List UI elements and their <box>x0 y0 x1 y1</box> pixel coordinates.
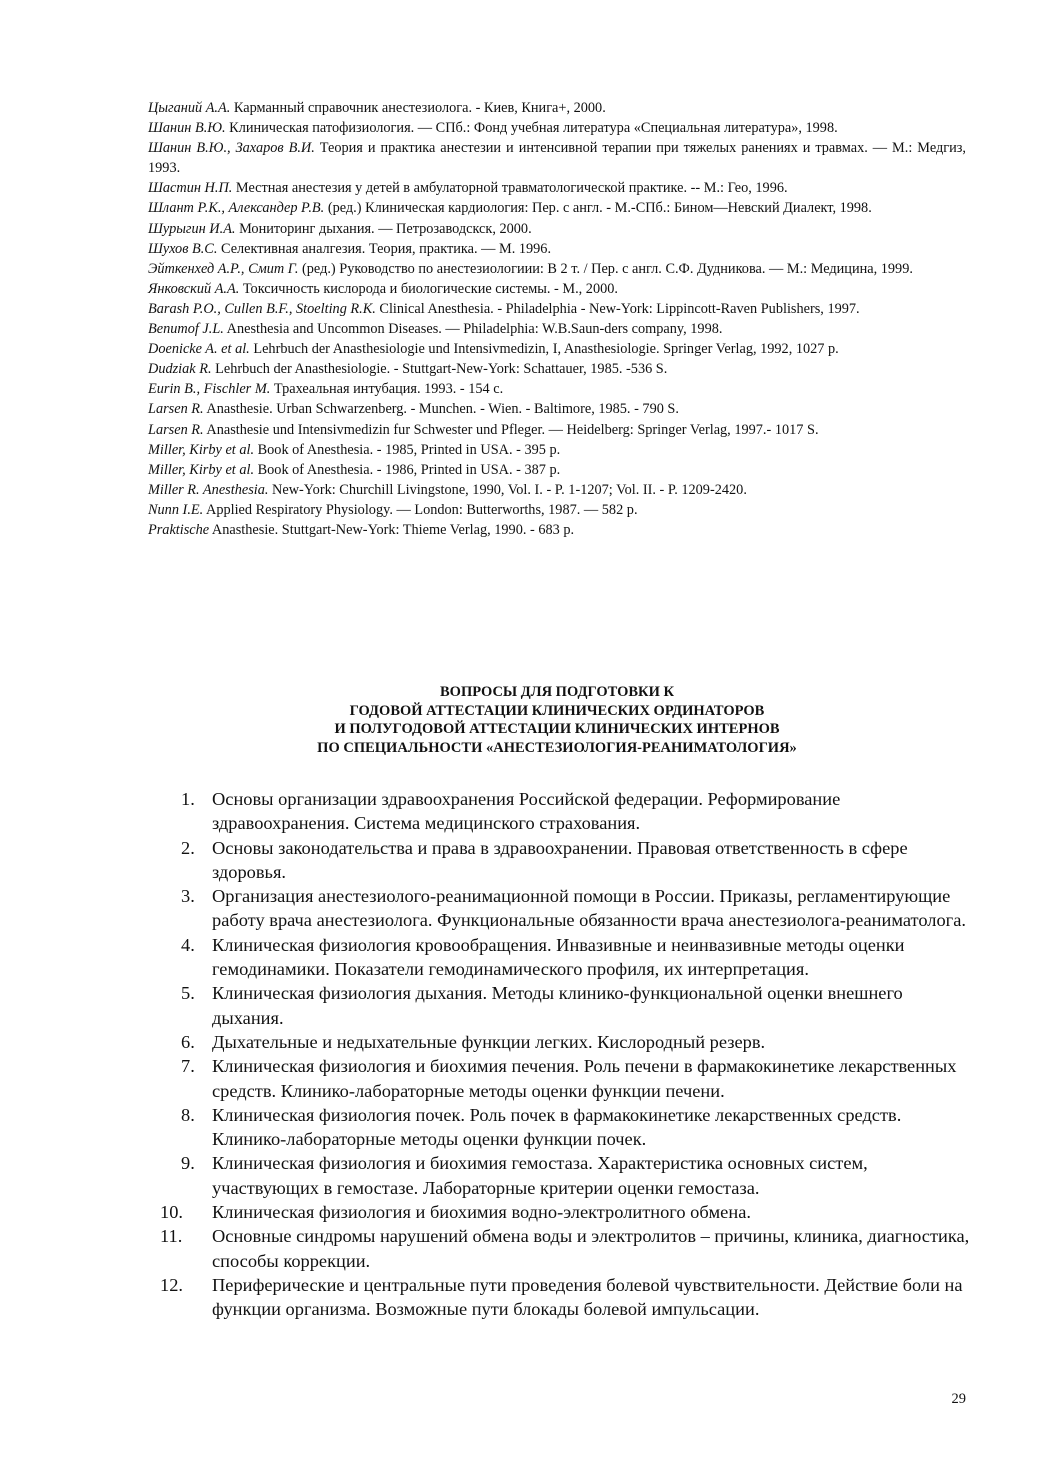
reference-text: Lehrbuch der Anasthesiologie und Intensivmedizin, I, Anasthesiologie. Springer Verlag, 1992, 1027 p. <box>249 341 839 358</box>
reference-item <box>148 440 966 460</box>
reference-text: Anasthesie. Urban Schwarzenberg. - Munchen. - Wien. - Baltimore, 1985. - 790 S. <box>203 401 679 418</box>
question-number: 7. <box>181 1056 195 1077</box>
reference-author: Nunn I.E. <box>148 501 204 518</box>
reference-author: Шанин В.Ю., Захаров В.И. <box>148 140 315 157</box>
question-item <box>160 1103 970 1152</box>
reference-author: Benumof J.L. <box>148 321 224 338</box>
question-text: Клиническая физиология кровообращения. Инвазивные и неинвазивные методы оценки гемодинамики. Показатели гемодинамического профиля, их интерпретация. <box>212 934 905 980</box>
reference-text: Мониторинг дыхания. — Петрозаводскск, 2000. <box>235 220 532 237</box>
question-item <box>160 884 970 933</box>
page-number: 29 <box>951 1391 966 1407</box>
reference-author: Цыганий А.А. <box>148 100 231 116</box>
question-item <box>160 836 970 885</box>
reference-item <box>148 520 966 540</box>
reference-text: (ред.) Клиническая кардиология: Пер. с англ. - М.-СПб.: Бином—Невский Диалект, 1998. <box>324 200 872 217</box>
heading-line: ПО СПЕЦИАЛЬНОСТИ «АНЕСТЕЗИОЛОГИЯ-РЕАНИМАТОЛОГИЯ» <box>317 739 797 756</box>
reference-text: Селективная аналгезия. Теория, практика. — М. 1996. <box>217 240 552 257</box>
reference-item <box>148 98 966 118</box>
reference-author: Эйткенхед А.Р., Смит Г. <box>148 260 299 277</box>
reference-text: (ред.) Руководство по анестезиологиии: В 2 т. / Пер. с англ. С.Ф. Дудникова. — М.: Медицина, 1999. <box>298 260 913 277</box>
reference-item <box>148 239 966 259</box>
reference-item <box>148 319 966 339</box>
reference-item <box>148 299 966 319</box>
reference-item <box>148 460 966 480</box>
reference-author: Barash P.O., Cullen B.F., Stoelting R.K. <box>148 300 376 317</box>
reference-text: Токсичность кислорода и биологические системы. - М., 2000. <box>239 280 618 297</box>
question-number: 4. <box>181 934 195 955</box>
question-item <box>160 1030 970 1054</box>
reference-item <box>148 420 966 440</box>
reference-item <box>148 138 966 178</box>
reference-text: Теория и практика анестезии и интенсивной терапии при тяжелых ранениях и травмах. — М.: Медгиз, 1993. <box>148 140 966 177</box>
question-item <box>160 1151 970 1200</box>
reference-text: Applied Respiratory Physiology. — London: Butterworths, 1987. — 582 p. <box>203 501 638 518</box>
reference-author: Larsen R. <box>148 421 204 438</box>
reference-text: Book of Anesthesia. - 1985, Printed in USA. - 395 p. <box>254 441 561 458</box>
question-text: Основы организации здравоохранения Российской федерации. Реформирование здравоохранения. Система медицинского страхования. <box>212 789 841 834</box>
reference-text: Anasthesie. Stuttgart-New-York: Thieme Verlag, 1990. - 683 p. <box>209 521 575 538</box>
question-number: 6. <box>181 1031 195 1052</box>
question-number: 3. <box>181 886 195 907</box>
section-heading <box>148 683 966 757</box>
reference-item <box>148 259 966 279</box>
reference-item <box>148 379 966 399</box>
reference-item <box>148 219 966 239</box>
reference-author: Miller R. Anesthesia. <box>148 481 269 498</box>
reference-author: Шухов В.С. <box>148 240 218 257</box>
reference-author: Praktische <box>148 521 210 538</box>
heading-line: ГОДОВОЙ АТТЕСТАЦИИ КЛИНИЧЕСКИХ ОРДИНАТОРОВ <box>349 702 765 719</box>
question-text: Клиническая физиология почек. Роль почек в фармакокинетике лекарственных средств. Клинико-лабораторные методы оценки функции почек. <box>212 1104 902 1150</box>
question-text: Клиническая физиология и биохимия печения. Роль печени в фармакокинетике лекарственных средств. Клинико-лабораторные методы оценки функции печени. <box>212 1056 957 1101</box>
question-number: 1. <box>181 789 195 809</box>
reference-author: Miller, Kirby et al. <box>148 461 255 478</box>
reference-text: Anasthesie und Intensivmedizin fur Schwester und Pfleger. — Heidelberg: Springer Verlag, 1997.- 1017 S. <box>203 421 819 438</box>
question-text: Клиническая физиология и биохимия гемостаза. Характеристика основных систем, участвующих в гемостазе. Лабораторные критерии оценки гемостаза. <box>212 1153 868 1198</box>
reference-item <box>148 279 966 299</box>
question-item <box>160 981 970 1030</box>
reference-author: Шастин Н.П. <box>148 180 233 197</box>
reference-author: Eurin B., Fischler M. <box>148 381 271 398</box>
question-text: Клиническая физиология дыхания. Методы клинико-функциональной оценки внешнего дыхания. <box>212 983 903 1028</box>
reference-item <box>148 399 966 419</box>
question-number: 8. <box>181 1104 195 1125</box>
reference-text: Клиническая патофизиология. — СПб.: Фонд учебная литература «Специальная литература», 1998. <box>225 120 838 137</box>
reference-text: Clinical Anesthesia. - Philadelphia - New-York: Lippincott-Raven Publishers, 1997. <box>375 300 860 317</box>
reference-text: Lehrbuch der Anasthesiologie. - Stuttgart-New-York: Schattauer, 1985. -536 S. <box>211 361 668 378</box>
question-text: Клиническая физиология и биохимия водно-электролитного обмена. <box>212 1202 751 1223</box>
reference-text: Местная анестезия у детей в амбулаторной травматологической практике. -- М.: Гео, 1996. <box>232 180 788 197</box>
reference-item <box>148 339 966 359</box>
reference-author: Miller, Kirby et al. <box>148 441 255 458</box>
reference-author: Шанин В.Ю. <box>148 120 226 137</box>
reference-item <box>148 359 966 379</box>
reference-author: Янковский А.А. <box>148 280 240 297</box>
question-number: 11. <box>160 1226 183 1247</box>
question-item <box>160 1224 970 1273</box>
question-number: 9. <box>181 1153 195 1174</box>
reference-author: Шурыгин И.А. <box>148 220 236 237</box>
question-item <box>160 787 970 836</box>
reference-author: Larsen R. <box>148 401 204 418</box>
question-text: Периферические и центральные пути проведения болевой чувствительности. Действие боли на функции организма. Возможные пути блокады болевой импульсации. <box>212 1274 963 1320</box>
reference-author: Dudziak R. <box>148 361 212 378</box>
question-text: Основные синдромы нарушений обмена воды и электролитов – причины, клиника, диагностика, способы коррекции. <box>212 1226 970 1271</box>
reference-text: Трахеальная интубация. 1993. - 154 с. <box>270 381 504 398</box>
question-number: 2. <box>181 837 195 858</box>
reference-item <box>148 178 966 198</box>
reference-author: Doenicke A. et al. <box>148 341 250 358</box>
reference-item <box>148 480 966 500</box>
reference-item <box>148 198 966 218</box>
question-item <box>160 1273 970 1322</box>
reference-author: Шлант Р.К., Александер Р.В. <box>148 200 325 217</box>
heading-line: И ПОЛУГОДОВОЙ АТТЕСТАЦИИ КЛИНИЧЕСКИХ ИНТЕРНОВ <box>334 721 780 738</box>
question-item <box>160 933 970 982</box>
reference-list <box>148 98 966 540</box>
reference-text: Anesthesia and Uncommon Diseases. — Philadelphia: W.B.Saun-ders company, 1998. <box>223 321 723 338</box>
reference-text: Book of Anesthesia. - 1986, Printed in USA. - 387 p. <box>254 461 561 478</box>
reference-text: New-York: Churchill Livingstone, 1990, Vol. I. - P. 1-1207; Vol. II. - P. 1209-2420. <box>268 481 747 498</box>
question-item <box>160 1200 970 1224</box>
question-text: Дыхательные и недыхательные функции легких. Кислородный резерв. <box>212 1031 766 1052</box>
question-number: 10. <box>160 1202 183 1223</box>
heading-line: ВОПРОСЫ ДЛЯ ПОДГОТОВКИ К <box>440 684 674 700</box>
reference-text: Карманный справочник анестезиолога. - Киев, Книга+, 2000. <box>230 100 606 116</box>
reference-item <box>148 118 966 138</box>
question-text: Организация анестезиолого-реанимационной помощи в России. Приказы, регламентирующие работу врача анестезиолога. Функциональные обязанности врача анестезиолога-реаниматолога. <box>212 886 966 931</box>
reference-item <box>148 500 966 520</box>
question-item <box>160 1054 970 1103</box>
question-number: 12. <box>160 1274 183 1295</box>
question-number: 5. <box>181 983 195 1004</box>
question-text: Основы законодательства и права в здравоохранении. Правовая ответственность в сфере здоровья. <box>212 837 908 882</box>
question-list <box>160 787 970 1322</box>
